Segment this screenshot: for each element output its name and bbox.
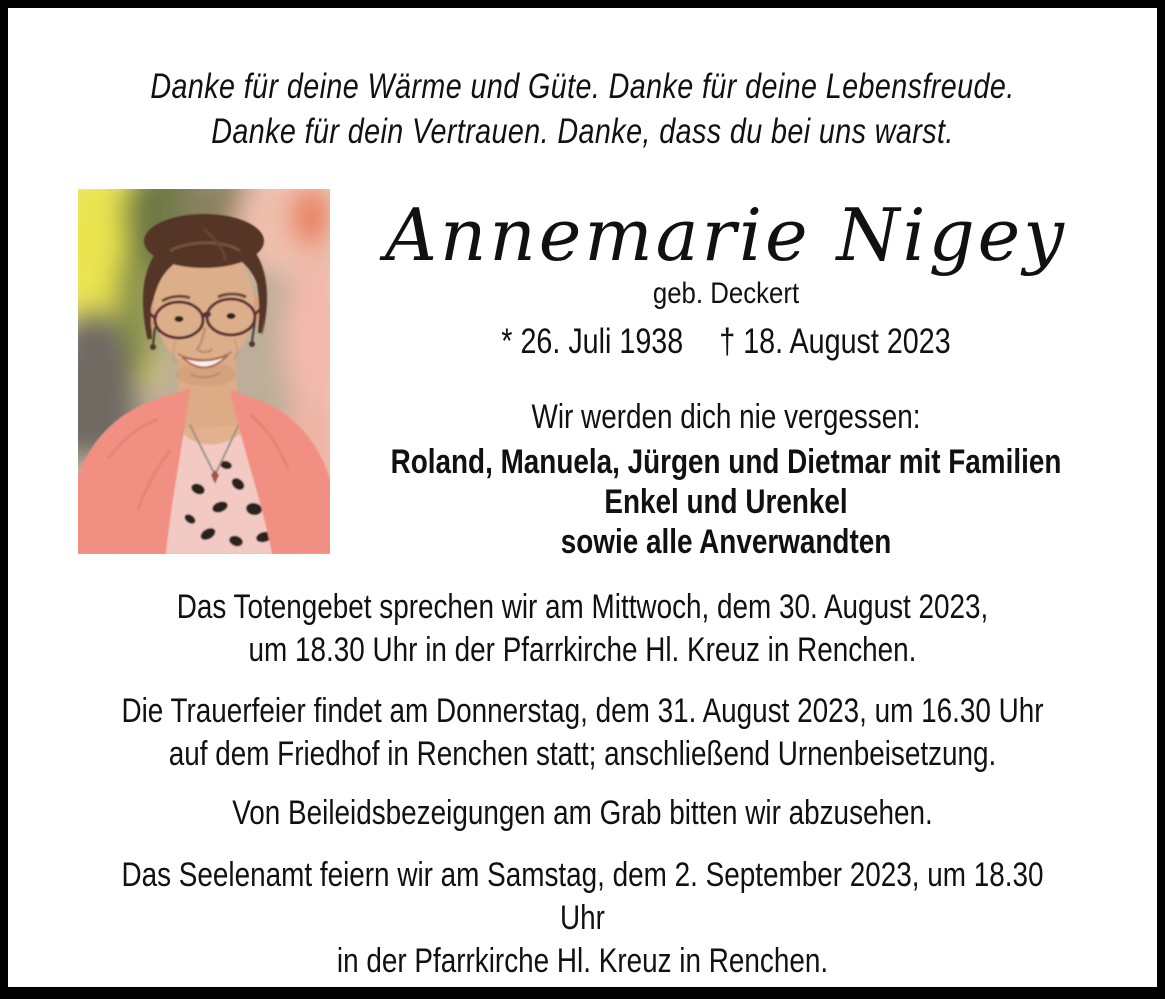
seelenamt-line-2: in der Pfarrkirche Hl. Kreuz in Renchen. <box>336 942 829 980</box>
birth-date: * 26. Juli 1938 <box>501 322 684 361</box>
mourners-list <box>373 442 1080 562</box>
trauerfeier-line-2: auf dem Friedhof in Renchen statt; anschließend Urnenbeisetzung. <box>168 735 997 773</box>
maiden-name: geb. Deckert <box>652 277 800 310</box>
life-dates <box>373 322 1080 362</box>
seelenamt-line-1: Das Seelenamt feiern wir am Samstag, dem 2. September 2023, um 18.30 Uhr <box>121 856 1044 937</box>
thanks-text <box>111 64 1053 154</box>
paragraph-totengebet <box>111 586 1053 672</box>
thanks-line-1: Danke für deine Wärme und Güte. Danke für deine Lebensfreude. <box>150 67 1015 106</box>
mourners-line-1: Roland, Manuela, Jürgen und Dietmar mit Familien <box>390 443 1062 481</box>
paragraph-trauerfeier <box>111 690 1053 776</box>
death-date: † 18. August 2023 <box>719 322 951 361</box>
deceased-name: Annemarie Nigey <box>385 193 1067 277</box>
mourners-line-3: sowie alle Anverwandten <box>560 523 892 561</box>
farewell-intro: Wir werden dich nie vergessen: <box>531 398 921 436</box>
portrait-photo <box>78 189 330 554</box>
paragraph-seelenamt <box>111 854 1053 983</box>
totengebet-line-2: um 18.30 Uhr in der Pfarrkirche Hl. Kreuz in Renchen. <box>248 631 917 669</box>
totengebet-line-1: Das Totengebet sprechen wir am Mittwoch, dem 30. August 2023, <box>176 588 989 626</box>
paragraph-beileid <box>111 792 1053 835</box>
portrait-photo-image <box>78 189 330 554</box>
thanks-line-2: Danke für dein Vertrauen. Danke, dass du bei uns warst. <box>211 112 954 151</box>
mourners-line-2: Enkel und Urenkel <box>604 483 848 521</box>
trauerfeier-line-1: Die Trauerfeier findet am Donnerstag, dem 31. August 2023, um 16.30 Uhr <box>121 692 1044 730</box>
beileid-line-1: Von Beileidsbezeigungen am Grab bitten wir abzusehen. <box>232 794 933 832</box>
